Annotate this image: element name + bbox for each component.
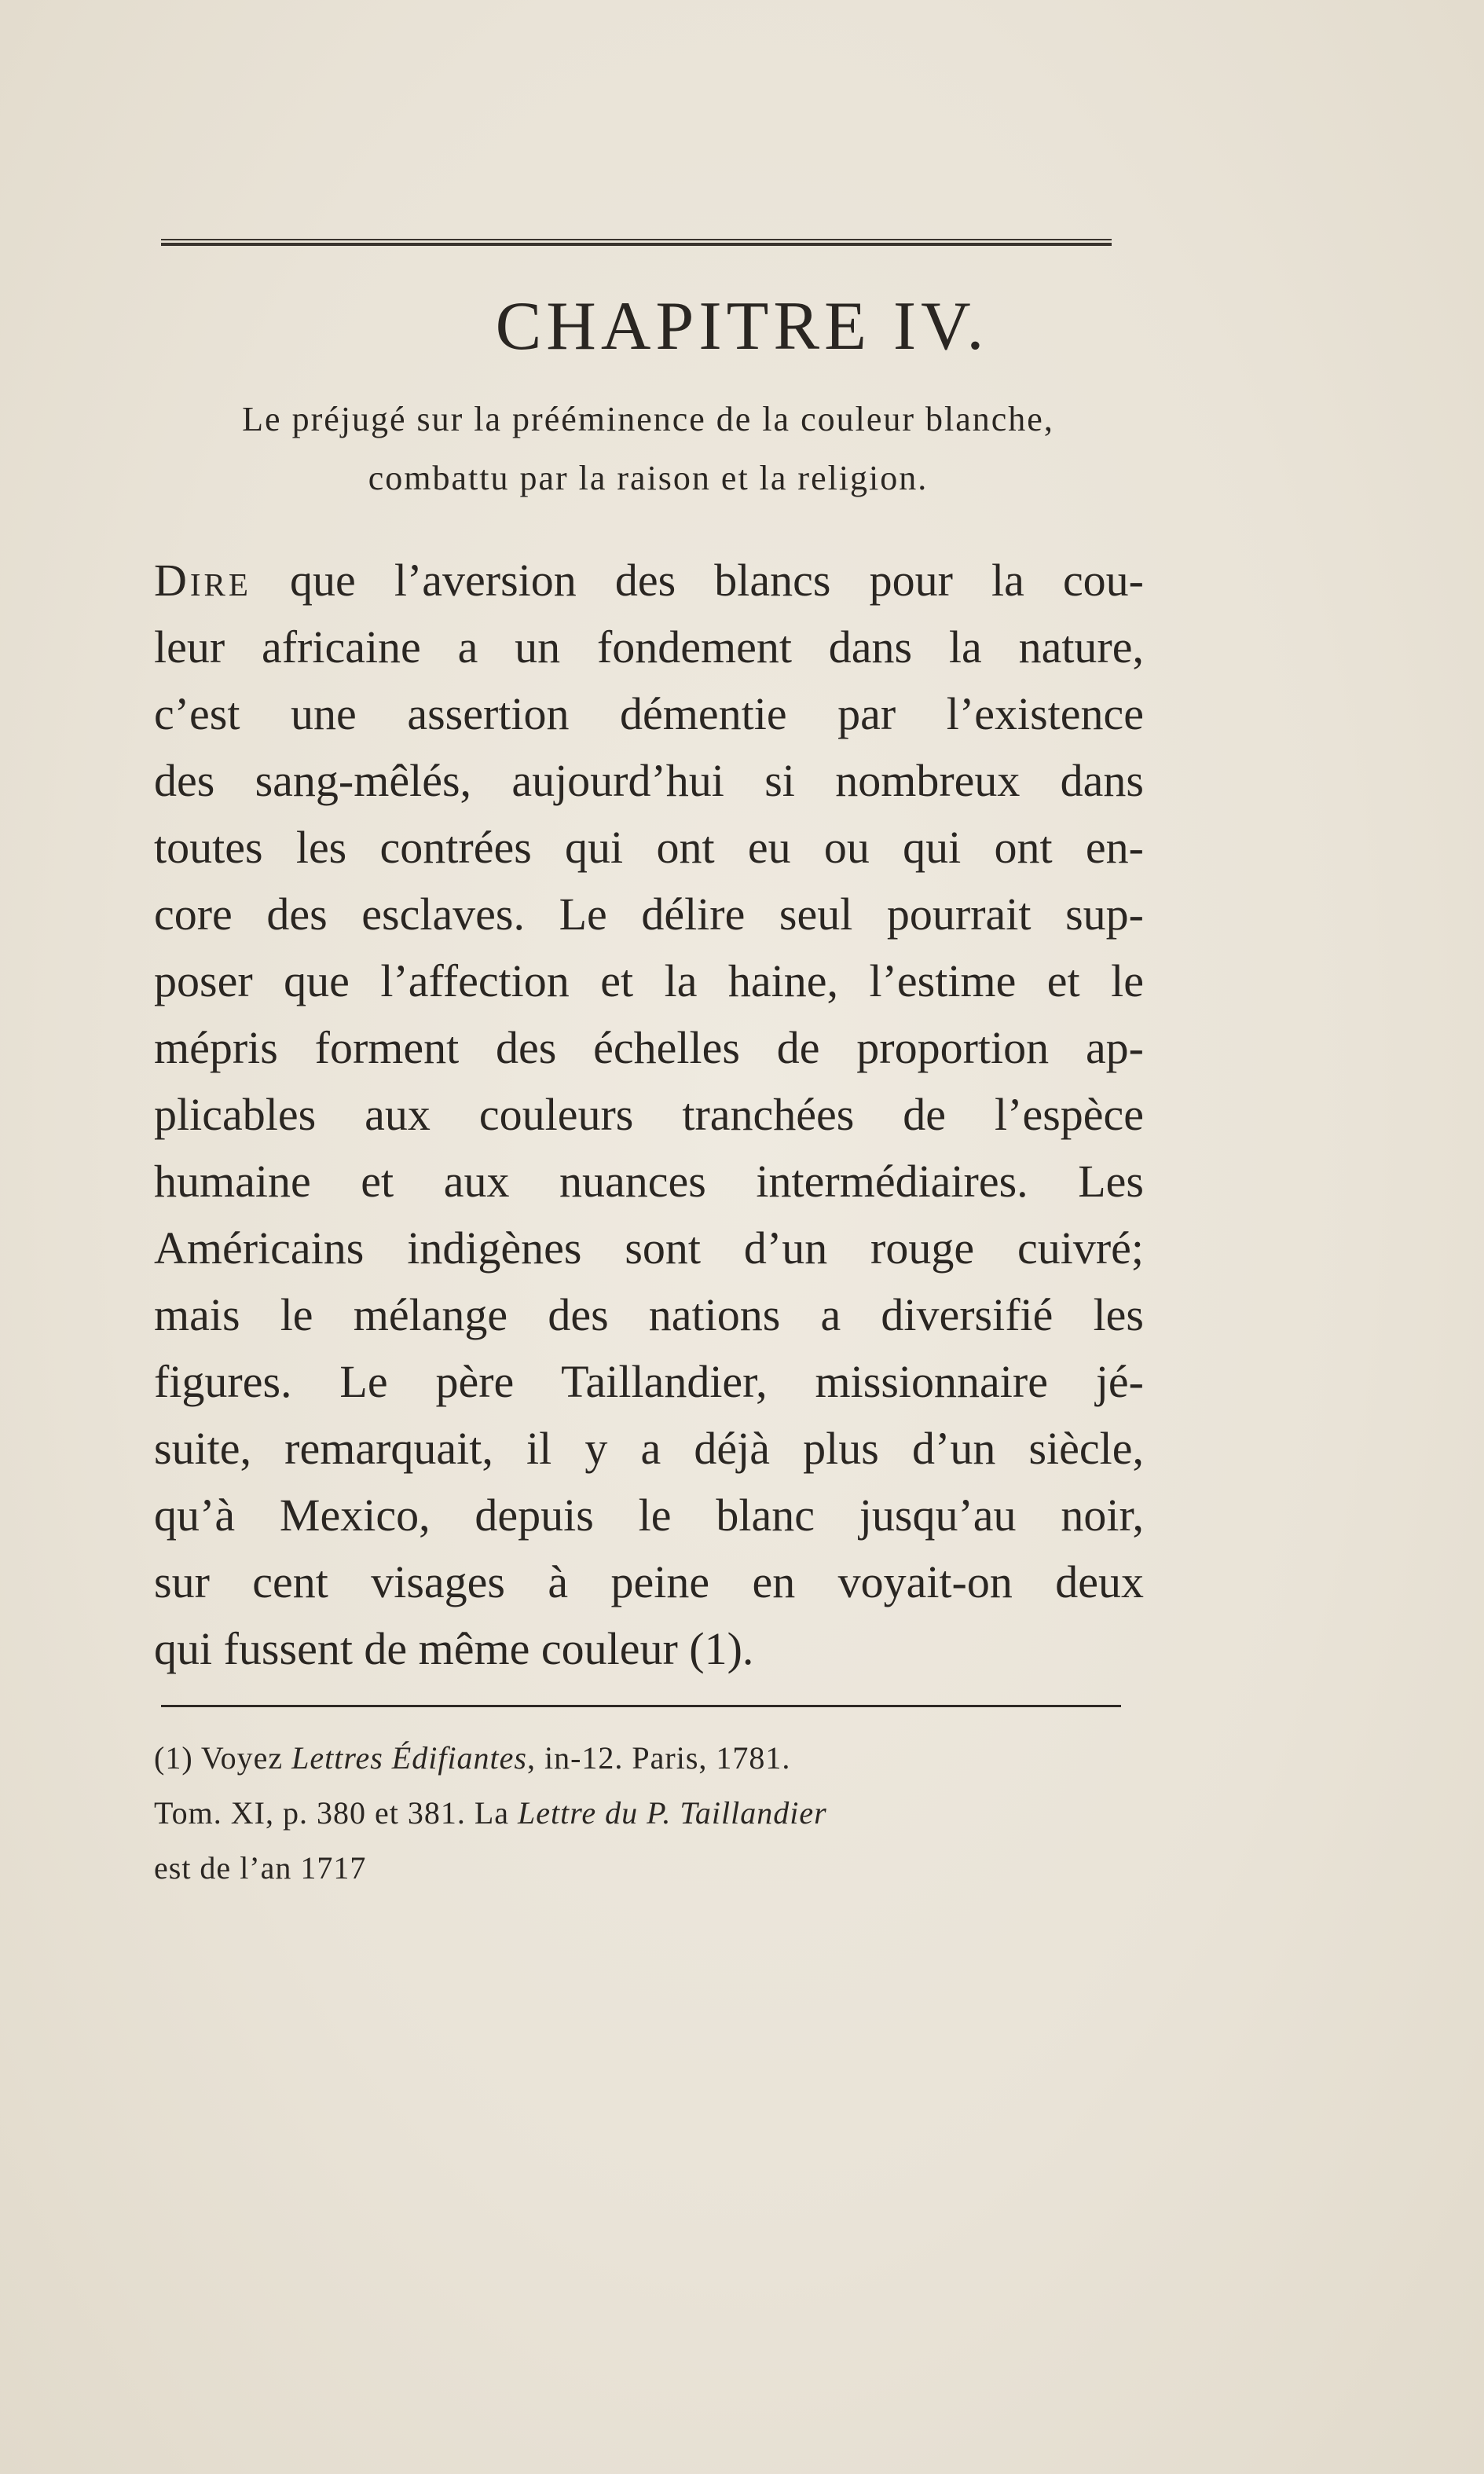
body-line-1 — [154, 555, 1144, 606]
body-line-5: toutes les contrées qui ont eu ou qui ont en- — [154, 822, 1144, 873]
body-line-6: core des esclaves. Le délire seul pourrait sup- — [154, 889, 1144, 940]
header-double-rule — [161, 239, 1112, 246]
body-line-7: poser que l’affection et la haine, l’estime et le — [154, 955, 1144, 1006]
body-line-14: suite, remarquait, il y a déjà plus d’un siècle, — [154, 1423, 1144, 1474]
footnote-line-2 — [154, 1795, 1144, 1831]
body-line-2: leur africaine a un fondement dans la nature, — [154, 621, 1144, 673]
footnote-letter-title: Lettre du P. Taillandier — [518, 1795, 827, 1831]
body-line-1-text: que l’aversion des blancs pour la cou- — [251, 555, 1144, 606]
body-line-17: qui fussent de même couleur (1). — [154, 1623, 754, 1674]
opening-word: Dire — [154, 555, 251, 606]
footnote-line-2-a: Tom. XI, p. 380 et 381. La — [154, 1795, 518, 1831]
body-line-3: c’est une assertion démentie par l’existence — [154, 688, 1144, 739]
body-line-15: qu’à Mexico, depuis le blanc jusqu’au noir, — [154, 1490, 1144, 1541]
body-line-13: figures. Le père Taillandier, missionnaire jé- — [154, 1356, 1144, 1407]
body-line-11: Américains indigènes sont d’un rouge cuivré; — [154, 1222, 1144, 1274]
body-line-16: sur cent visages à peine en voyait-on deux — [154, 1556, 1144, 1607]
body-line-9: plicables aux couleurs tranchées de l’espèce — [154, 1089, 1144, 1140]
footnote-line-1 — [154, 1740, 1144, 1776]
body-line-10: humaine et aux nuances intermédiaires. Les — [154, 1156, 1144, 1207]
chapter-subtitle-line-1: Le préjugé sur la prééminence de la couleur blanche, — [242, 400, 1054, 438]
body-line-12: mais le mélange des nations a diversifié les — [154, 1289, 1144, 1340]
chapter-title: CHAPITRE IV. — [495, 288, 989, 365]
footnote-rule — [161, 1705, 1121, 1707]
body-line-4: des sang-mêlés, aujourd’hui si nombreux dans — [154, 755, 1144, 806]
footnote-line-3: est de l’an 1717 — [154, 1850, 367, 1886]
body-line-8: mépris forment des échelles de proportion ap- — [154, 1022, 1144, 1073]
footnote-work-title: Lettres Édifiantes — [291, 1740, 527, 1776]
footnote-line-1-a: (1) Voyez — [154, 1740, 292, 1776]
footnote-line-1-c: , in-12. Paris, 1781. — [527, 1740, 791, 1776]
chapter-subtitle-line-2: combattu par la raison et la religion. — [368, 459, 929, 497]
